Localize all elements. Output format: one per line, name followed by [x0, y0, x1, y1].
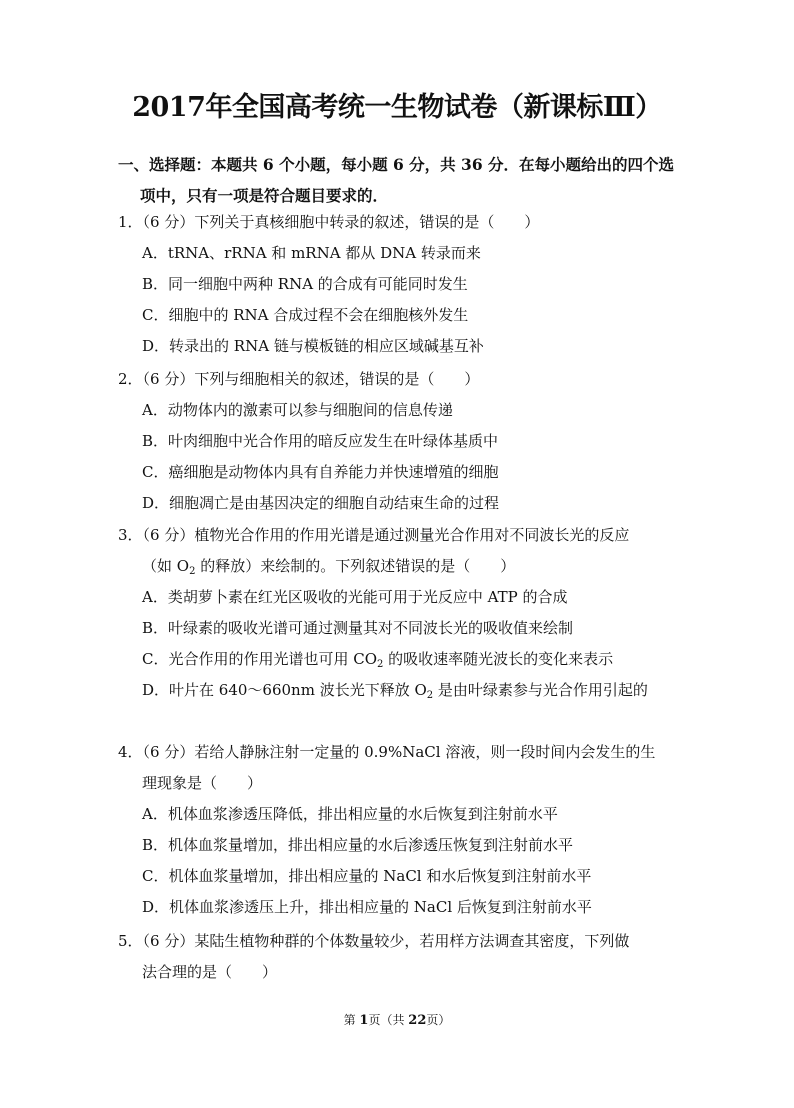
question-4-stem-line2: 理现象是（ ） [142, 774, 263, 792]
question-2-option-b: B．叶肉细胞中光合作用的暗反应发生在叶绿体基质中 [142, 432, 499, 450]
question-2 [118, 364, 698, 519]
footer-suffix: 页） [426, 1013, 451, 1027]
question-2-option-c: C．癌细胞是动物体内具有自养能力并快速增殖的细胞 [142, 463, 499, 481]
question-3-option-b: B．叶绿素的吸收光谱可通过测量其对不同波长光的吸收值来绘制 [142, 619, 574, 637]
question-4-option-c: C．机体血浆量增加，排出相应量的 NaCl 和水后恢复到注射前水平 [142, 867, 592, 885]
question-4 [118, 737, 698, 923]
page-title: 2017年全国高考统一生物试卷（新课标Ⅲ） [132, 92, 662, 123]
footer-middle: 页（共 [368, 1013, 409, 1027]
question-5-stem: 5．（6 分）某陆生植物种群的个体数量较少，若用样方法调查其密度，下列做 [118, 932, 630, 950]
question-4-option-b: B．机体血浆量增加，排出相应量的水后渗透压恢复到注射前水平 [142, 836, 574, 854]
question-2-stem: 2．（6 分）下列与细胞相关的叙述，错误的是（ ） [118, 370, 480, 388]
current-page-number: 1 [359, 1013, 369, 1028]
question-3-option-c-text: C．光合作用的作用光谱也可用 CO [142, 650, 378, 668]
subscript: 2 [189, 566, 196, 577]
question-3-stem: 3．（6 分）植物光合作用的作用光谱是通过测量光合作用对不同波长光的反应 [118, 526, 630, 544]
question-4-stem: 4．（6 分）若给人静脉注射一定量的 0.9%NaCl 溶液，则一段时间内会发生的生 [118, 743, 656, 761]
question-3-option-d [118, 675, 698, 706]
question-1-option-c: C．细胞中的 RNA 合成过程不会在细胞核外发生 [142, 306, 469, 324]
question-4-option-a: A．机体血浆渗透压降低，排出相应量的水后恢复到注射前水平 [142, 805, 558, 823]
footer-prefix: 第 [343, 1013, 360, 1027]
subscript: 2 [377, 659, 384, 670]
question-2-option-d: D．细胞凋亡是由基因决定的细胞自动结束生命的过程 [142, 494, 500, 512]
question-3-stem-line2 [118, 551, 698, 582]
question-3-stem-line2-text: （如 O [142, 557, 190, 575]
question-2-option-a: A．动物体内的激素可以参与细胞间的信息传递 [142, 401, 453, 419]
question-3-stem-line2-tail: 的释放）来绘制的。下列叙述错误的是（ ） [195, 557, 516, 575]
question-3-option-c-tail: 的吸收速率随光波长的变化来表示 [383, 650, 614, 668]
question-1-option-b: B．同一细胞中两种 RNA 的合成有可能同时发生 [142, 275, 468, 293]
section-heading-line1: 一、选择题：本题共 6 个小题，每小题 6 分，共 36 分．在每小题给出的四个选 [118, 155, 675, 174]
page-footer [0, 1012, 794, 1029]
question-3 [118, 520, 698, 706]
subscript: 2 [426, 690, 434, 701]
question-1 [118, 207, 698, 362]
question-1-option-a: A．tRNA、rRNA 和 mRNA 都从 DNA 转录而来 [142, 244, 481, 262]
question-5 [118, 926, 698, 988]
question-3-option-d-text: D．叶片在 640～660nm 波长光下释放 O [142, 681, 427, 699]
question-3-option-a: A．类胡萝卜素在红光区吸收的光能可用于光反应中 ATP 的合成 [142, 588, 568, 606]
total-pages-number: 22 [408, 1013, 427, 1028]
section-heading-line2: 项中，只有一项是符合题目要求的． [140, 186, 389, 205]
question-3-option-d-tail: 是由叶绿素参与光合作用引起的 [433, 681, 648, 699]
question-4-option-d: D．机体血浆渗透压上升，排出相应量的 NaCl 后恢复到注射前水平 [142, 898, 592, 916]
section-heading [118, 149, 698, 211]
question-1-option-d: D．转录出的 RNA 链与模板链的相应区域碱基互补 [142, 337, 484, 355]
question-3-option-c [118, 644, 698, 675]
question-1-stem: 1．（6 分）下列关于真核细胞中转录的叙述，错误的是（ ） [118, 213, 540, 231]
question-5-stem-line2: 法合理的是（ ） [142, 963, 278, 981]
